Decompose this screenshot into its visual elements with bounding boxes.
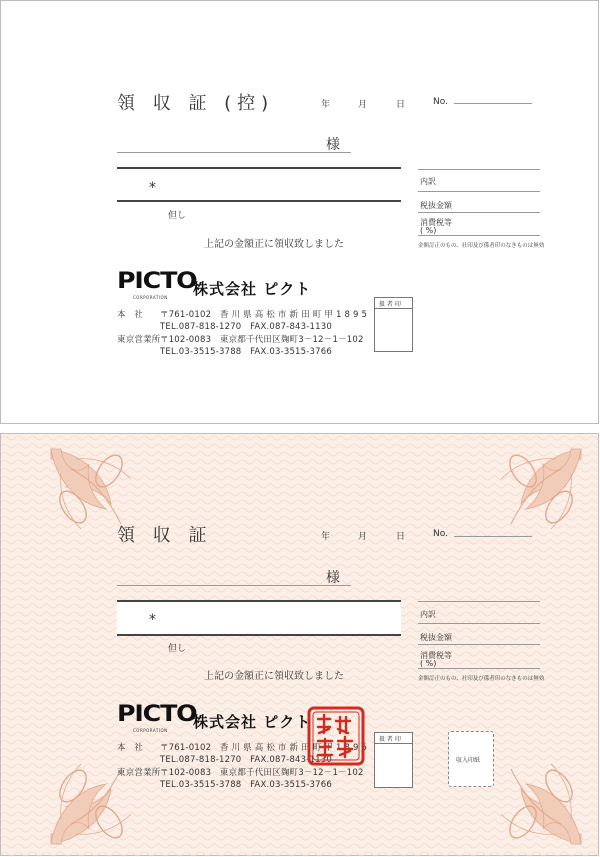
original-addressee-suffix: 様 [326,570,340,586]
copy-tokyo-label: 東京営業所 [117,335,161,345]
copy-addressee-line [117,152,351,153]
original-amount-field [117,600,401,635]
original-tokyo-tel: TEL.03-3515-3788 FAX.03-3515-3766 [160,780,332,790]
original-hq-label: 本 社 [117,743,144,753]
original-tax-rate: ( %) [420,659,437,668]
original-tax-line [418,668,540,669]
copy-breakdown-top-line [418,169,540,170]
copy-tokyo-address: 〒102-0083 東京都千代田区麹町3－12－1－102 [160,335,364,345]
copy-no-line [454,103,532,104]
original-no-label: No. [433,529,448,539]
copy-hq-label: 本 社 [117,310,144,320]
original-breakdown-top-line [418,601,540,602]
ornament-pattern [1,434,600,857]
original-hq-tel: TEL.087-818-1270 FAX.087-843-1130 [160,755,332,765]
original-breakdown-line [418,623,540,624]
copy-breakdown-label: 内訳 [420,177,436,186]
original-addressee-line [117,585,351,586]
copy-date-year: 年 [321,100,331,110]
original-amount-bottom-line [117,634,401,636]
company-seal-icon [306,705,366,767]
original-hq-address: 〒761-0102 香 川 県 高 松 市 新 田 町 甲 1 8 9 5 [160,743,368,753]
copy-hq-tel: TEL.087-818-1270 FAX.087-843-1130 [160,322,332,332]
original-company-logo-sub: CORPORATION [133,728,168,733]
copy-void-note: 金額訂正のもの、社印及び係者印のなきものは無効 [418,243,545,249]
original-date-year: 年 [321,532,331,542]
copy-clerk-seal-divider [374,308,413,309]
copy-tax-label: 消費税等 [420,218,452,227]
original-date-month: 月 [358,532,368,542]
original-amount-mark: * [149,612,156,628]
original-pretax-line [418,644,540,645]
original-tokyo-address: 〒102-0083 東京都千代田区麹町3－12－1－102 [160,768,364,778]
copy-company-logo: PICTO [117,269,197,294]
copy-clerk-seal-label: 扱 者 印 [379,301,401,308]
copy-amount-top-line [117,167,401,169]
original-void-note: 金額訂正のもの、社印及び係者印のなきものは無効 [418,676,545,682]
copy-amount-bottom-line [117,200,401,202]
original-date-day: 日 [396,532,406,542]
original-amount-top-line [117,600,401,602]
copy-hq-address: 〒761-0102 香 川 県 高 松 市 新 田 町 甲 1 8 9 5 [160,310,368,320]
copy-addressee-suffix: 様 [326,137,340,153]
copy-tax-line [418,235,540,236]
receipt-original [0,433,599,856]
copy-date-day: 日 [396,100,406,110]
copy-title: 領 収 証 (控) [117,93,275,114]
receipt-copy [0,0,599,424]
copy-company-name: 株式会社 ピクト [193,280,312,298]
original-tokyo-label: 東京営業所 [117,768,161,778]
copy-pretax-line [418,212,540,213]
copy-breakdown-line [418,191,540,192]
original-no-line [454,536,532,537]
copy-tax-rate: ( %) [420,226,437,235]
original-company-name: 株式会社 ピクト [193,713,312,731]
original-tadashi: 但し [168,644,187,654]
original-pretax-label: 税抜金額 [420,633,452,642]
copy-pretax-label: 税抜金額 [420,201,452,210]
revenue-stamp-label: 収入印紙 [456,757,481,764]
copy-receipt-phrase: 上記の金額正に領収致しました [204,239,344,250]
original-clerk-seal-divider [374,743,413,744]
original-clerk-seal-label: 扱 者 印 [379,736,401,743]
original-receipt-phrase: 上記の金額正に領収致しました [204,671,344,682]
original-title: 領 収 証 [117,525,213,546]
original-company-logo: PICTO [117,702,197,727]
copy-amount-mark: * [149,180,156,196]
copy-tokyo-tel: TEL.03-3515-3788 FAX.03-3515-3766 [160,347,332,357]
copy-no-label: No. [433,97,448,107]
copy-tadashi: 但し [168,211,187,221]
original-breakdown-label: 内訳 [420,610,436,619]
copy-date-month: 月 [358,100,368,110]
original-tax-label: 消費税等 [420,651,452,660]
copy-company-logo-sub: CORPORATION [133,295,168,300]
